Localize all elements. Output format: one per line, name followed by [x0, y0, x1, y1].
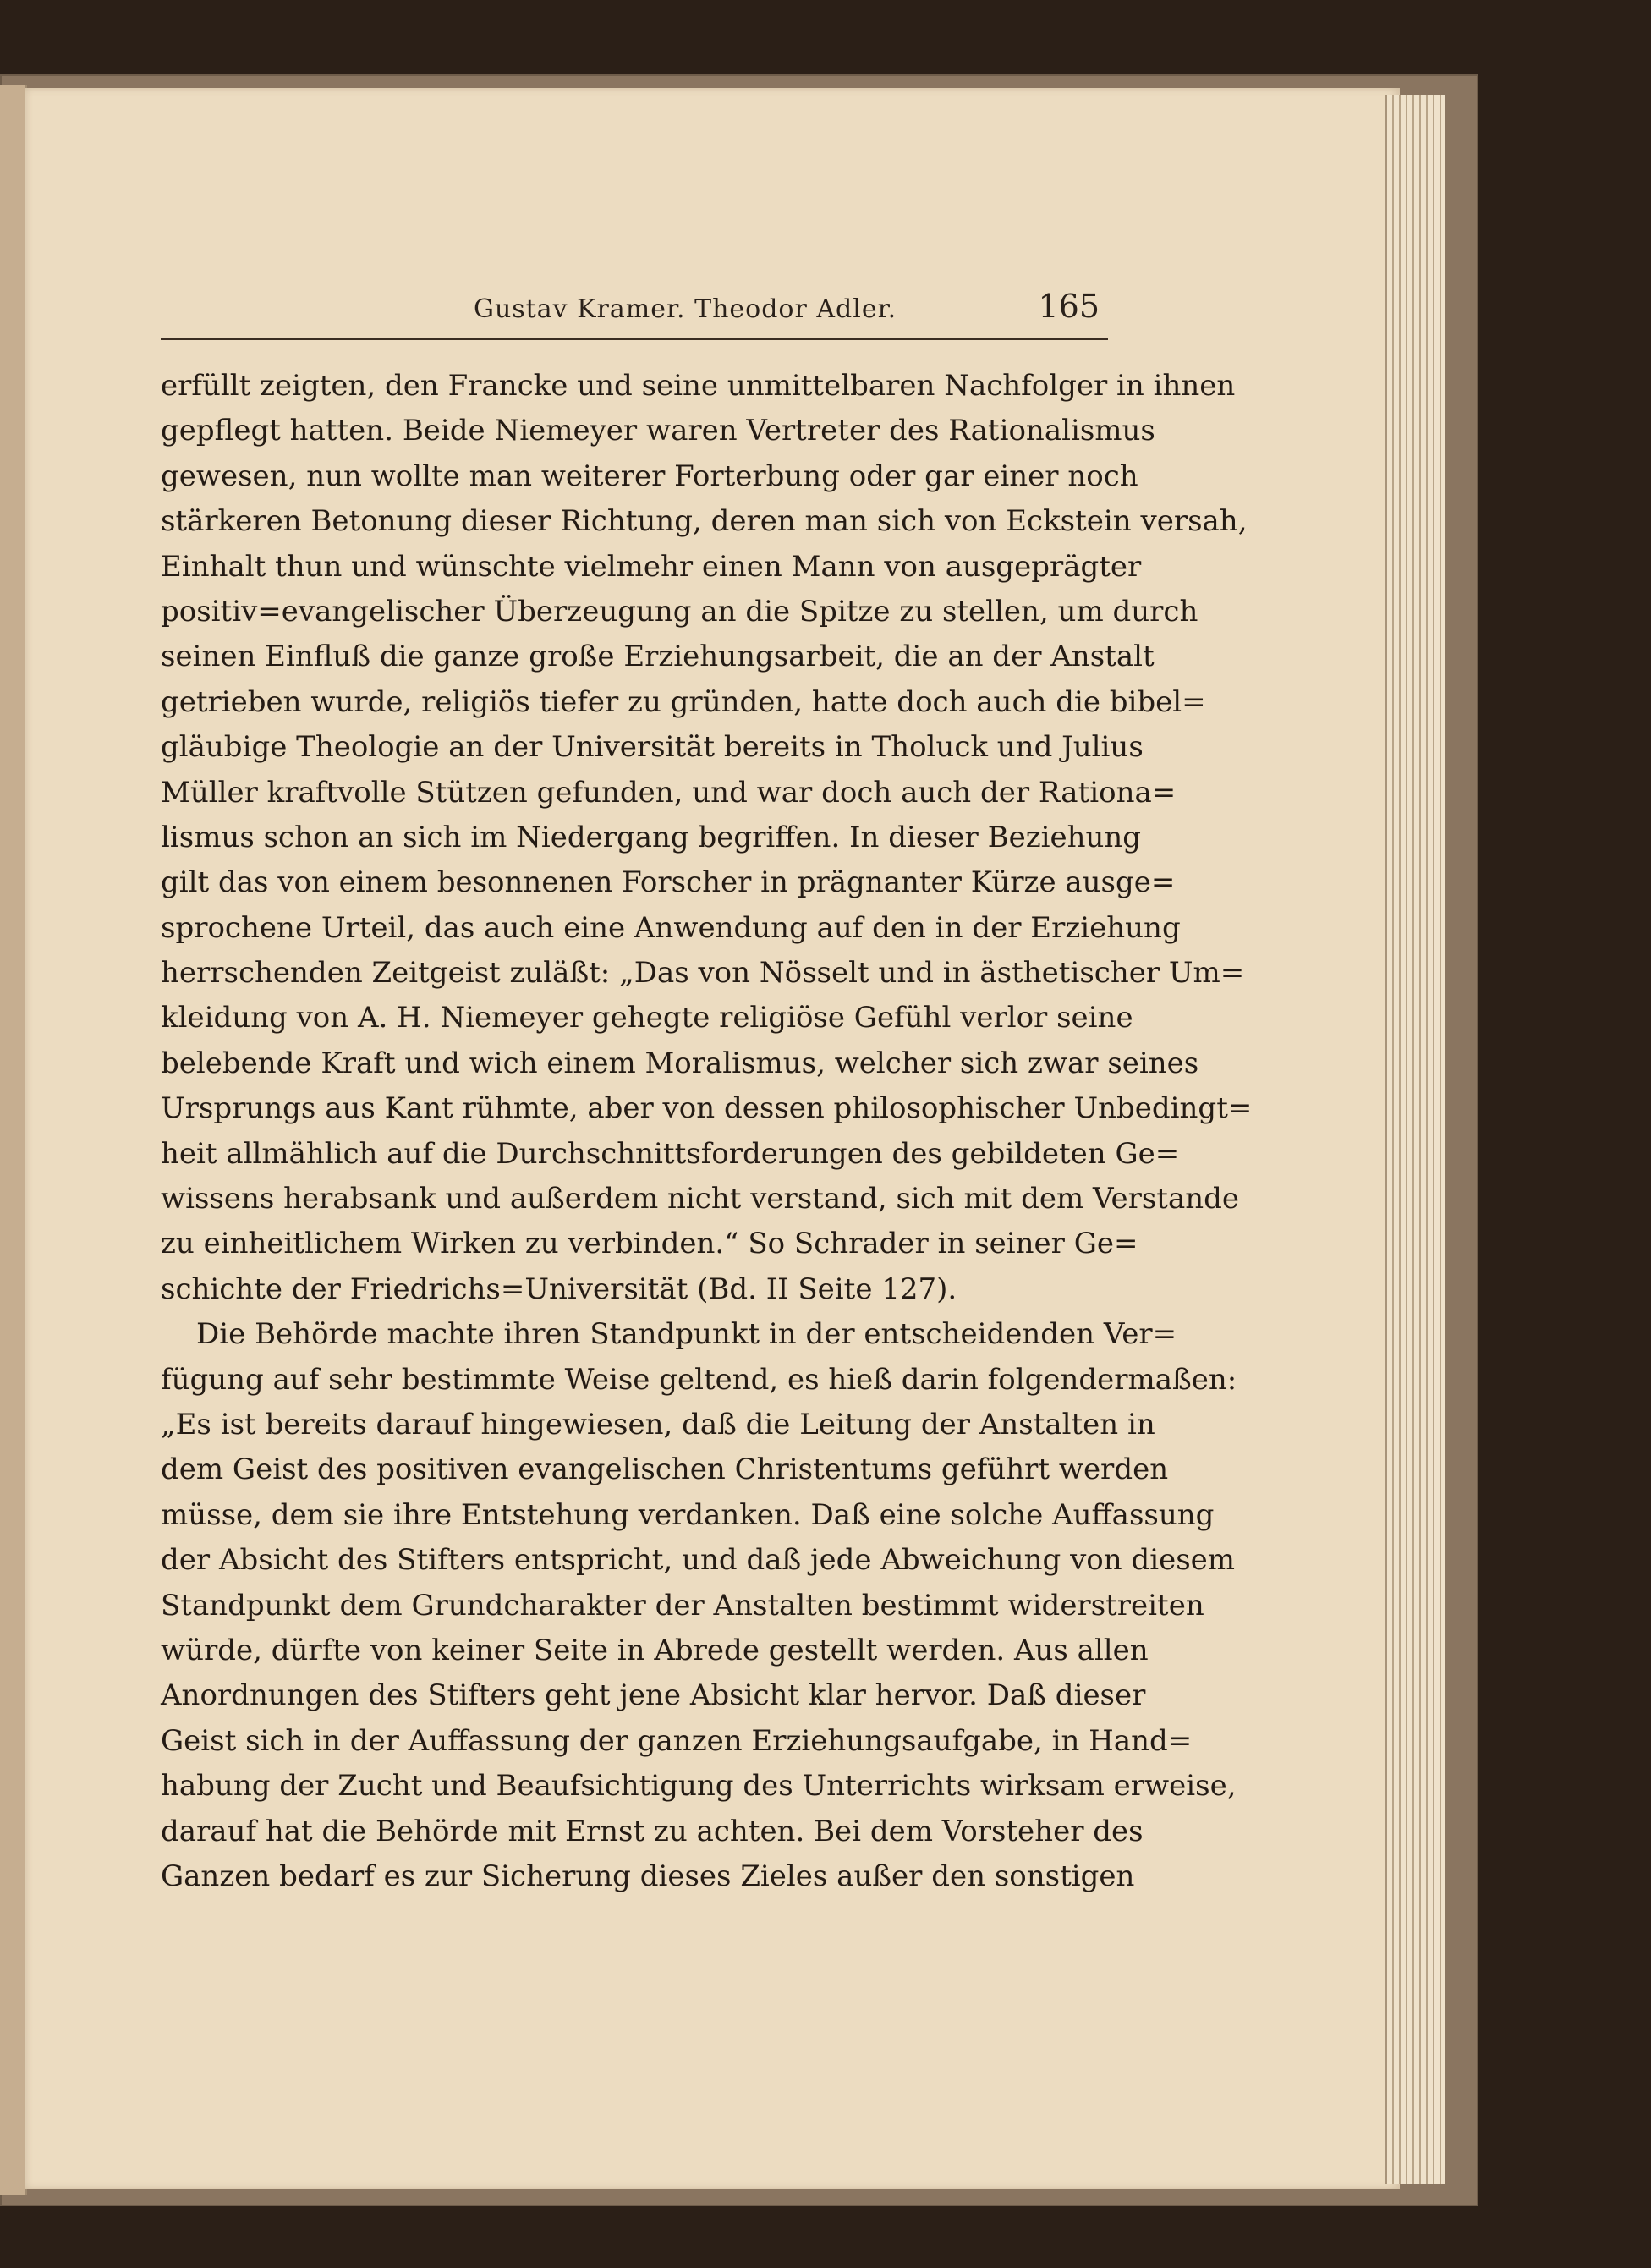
text-line: fügung auf sehr bestimmte Weise geltend, es hieß darin folgendermaßen: [161, 1362, 1237, 1397]
text-line: Ganzen bedarf es zur Sicherung dieses Zieles außer den sonstigen [161, 1859, 1135, 1893]
text-line: dem Geist des positiven evangelischen Christentums geführt werden [161, 1453, 1169, 1487]
running-head-title: Gustav Kramer. Theodor Adler. [474, 294, 897, 324]
text-line: belebende Kraft und wich einem Moralismus, welcher sich zwar seines [161, 1046, 1199, 1080]
text-line: erfüllt zeigten, den Francke und seine unmittelbaren Nachfolger in ihnen [161, 369, 1236, 403]
text-line: Einhalt thun und wünschte vielmehr einen Mann von ausgeprägter [161, 549, 1142, 584]
text-line: Ursprungs aus Kant rühmte, aber von dessen philosophischer Unbedingt= [161, 1091, 1253, 1126]
text-line: gilt das von einem besonnenen Forscher in prägnanter Kürze ausge= [161, 865, 1176, 900]
text-line: würde, dürfte von keiner Seite in Abrede gestellt werden. Aus allen [161, 1633, 1149, 1667]
text-line: schichte der Friedrichs=Universität (Bd. II Seite 127). [161, 1271, 957, 1306]
text-line: kleidung von A. H. Niemeyer gehegte religiöse Gefühl verlor seine [161, 1001, 1133, 1035]
text-line: herrschenden Zeitgeist zuläßt: „Das von Nösselt und in ästhetischer Um= [161, 956, 1245, 991]
text-line: stärkeren Betonung dieser Richtung, deren man sich von Eckstein versah, [161, 504, 1248, 539]
text-line: zu einheitlichem Wirken zu verbinden.“ So Schrader in seiner Ge= [161, 1227, 1138, 1261]
running-head [161, 288, 1108, 340]
text-line: darauf hat die Behörde mit Ernst zu achten. Bei dem Vorsteher des [161, 1814, 1144, 1848]
facing-page-edge [0, 85, 27, 2195]
text-line: seinen Einfluß die ganze große Erziehungsarbeit, die an der Anstalt [161, 640, 1155, 674]
text-line: lismus schon an sich im Niedergang begriffen. In dieser Beziehung [161, 820, 1142, 854]
text-line: Geist sich in der Auffassung der ganzen Erziehungsaufgabe, in Hand= [161, 1723, 1193, 1758]
text-line: Standpunkt dem Grundcharakter der Anstalten bestimmt widerstreiten [161, 1588, 1204, 1623]
text-line: positiv=evangelischer Überzeugung an die Spitze zu stellen, um durch [161, 594, 1198, 629]
text-line: habung der Zucht und Beaufsichtigung des Unterrichts wirksam erweise, [161, 1769, 1237, 1804]
text-line: „Es ist bereits darauf hingewiesen, daß die Leitung der Anstalten in [161, 1407, 1155, 1442]
text-line: wissens herabsank und außerdem nicht verstand, sich mit dem Verstande [161, 1182, 1240, 1216]
text-line: Müller kraftvolle Stützen gefunden, und war doch auch der Rationa= [161, 775, 1177, 810]
text-line: der Absicht des Stifters entspricht, und daß jede Abweichung von diesem [161, 1543, 1236, 1578]
page-stack-edges [1385, 95, 1445, 2184]
text-line: gläubige Theologie an der Universität bereits in Tholuck und Julius [161, 730, 1144, 765]
body-text [161, 364, 1253, 1899]
text-line: müsse, dem sie ihre Entstehung verdanken. Daß eine solche Auffassung [161, 1497, 1215, 1532]
text-line: getrieben wurde, religiös tiefer zu gründen, hatte doch auch die bibel= [161, 684, 1206, 719]
text-line: Die Behörde machte ihren Standpunkt in der entscheidenden Ver= [196, 1317, 1177, 1352]
text-line: Anordnungen des Stifters geht jene Absicht klar hervor. Daß dieser [161, 1678, 1146, 1713]
text-line: gepflegt hatten. Beide Niemeyer waren Vertreter des Rationalismus [161, 414, 1155, 448]
text-line: gewesen, nun wollte man weiterer Forterbung oder gar einer noch [161, 459, 1138, 493]
text-line: sprochene Urteil, das auch eine Anwendung auf den in der Erziehung [161, 910, 1181, 945]
text-line: heit allmählich auf die Durchschnittsforderungen des gebildeten Ge= [161, 1136, 1180, 1171]
page-number: 165 [1038, 288, 1100, 325]
